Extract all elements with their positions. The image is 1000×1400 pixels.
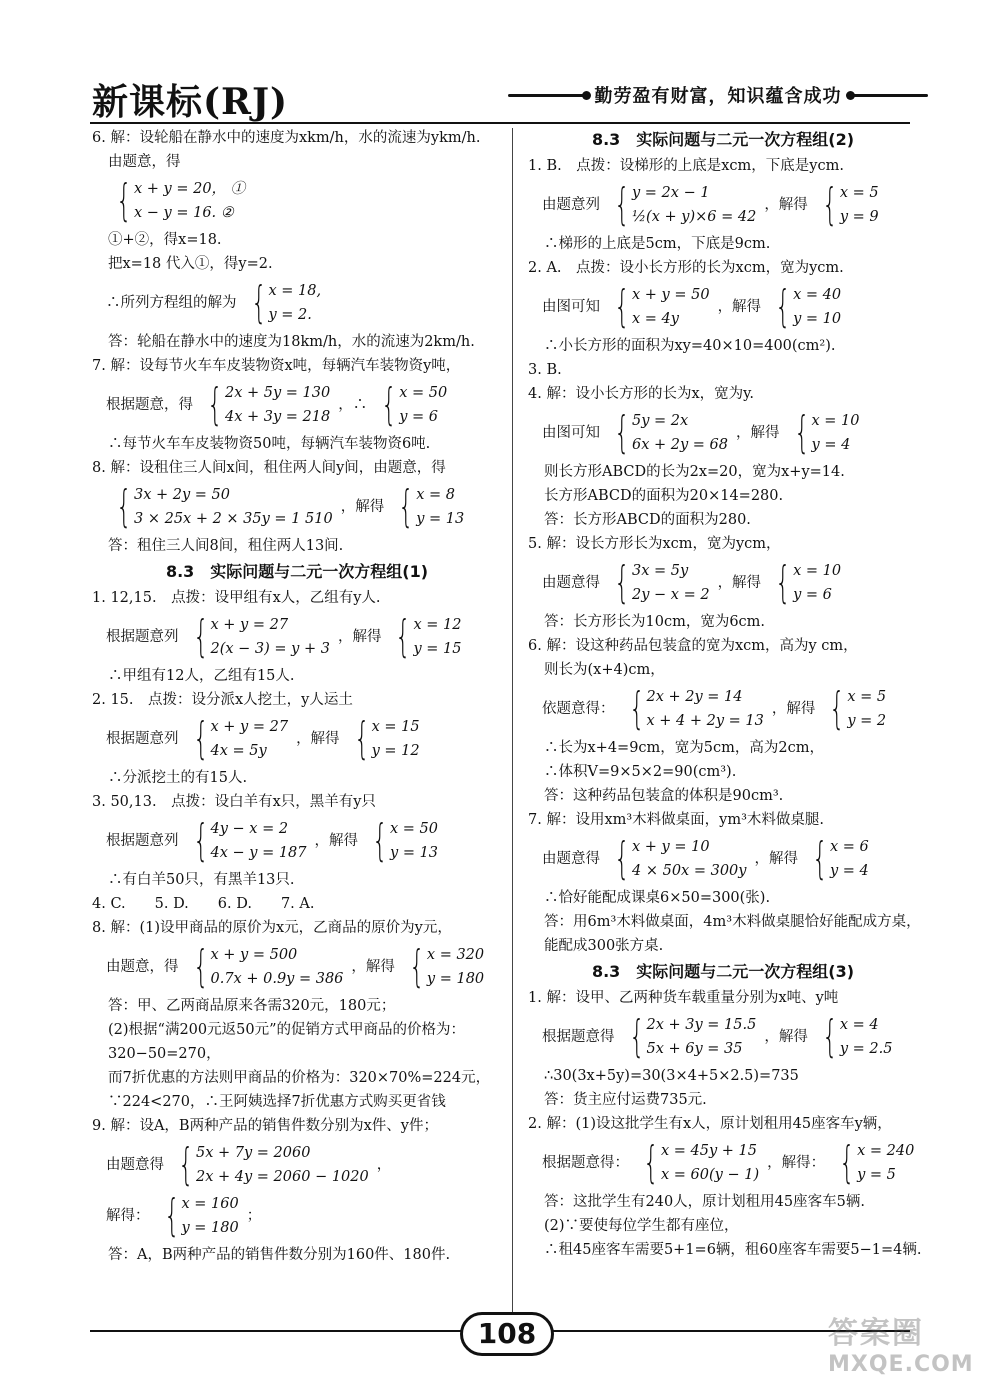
brand-title: 新课标(RJ) <box>92 81 289 123</box>
equation: x = 4y <box>632 311 679 327</box>
equation: y = 4 <box>811 437 851 453</box>
text-line: ∴小长方形的面积为xy=40×10=400(cm²). <box>544 338 836 354</box>
system: { x + y = 10 4 × 50x = 300y <box>614 833 747 884</box>
text-line: 8. 解：设租住三人间x间，租住两人间y间，由题意，得 <box>92 460 446 476</box>
equation: x = 40 <box>793 287 842 303</box>
equation: x = 10 <box>793 563 842 579</box>
text-line: ∴有白羊50只，有黑羊13只. <box>108 872 295 888</box>
equation: x = 160 <box>181 1196 239 1212</box>
equation: y = 15 <box>413 641 462 657</box>
system: { x = 40 y = 10 <box>775 281 842 332</box>
equation: x + y = 10 <box>632 839 710 855</box>
label: 由题意列 <box>542 197 600 213</box>
text-line: 答：轮船在静水中的速度为18km/h，水的流速为2km/h. <box>108 334 475 350</box>
equation: y = 6 <box>399 409 439 425</box>
system: { 5y = 2x 6x + 2y = 68 <box>614 407 729 458</box>
section-heading: 8.3 实际问题与二元一次方程组(1) <box>165 562 429 581</box>
system: { x = 50 y = 13 <box>372 815 439 866</box>
system: { x = 15 y = 12 <box>353 713 420 764</box>
connector: ； <box>246 1208 262 1224</box>
system: { x = 10 y = 4 <box>793 407 860 458</box>
page-number: 108 <box>460 1312 554 1356</box>
connector: ，解得 <box>717 299 762 315</box>
text-line: 能配成300张方桌. <box>544 938 664 954</box>
label: 由图可知 <box>542 299 600 315</box>
text-line: 8. 解：(1)设甲商品的原价为x元，乙商品的原价为y元， <box>92 920 452 936</box>
text-line: ①+②，得x=18. <box>108 232 222 248</box>
watermark-text: 答案圈 <box>828 1316 924 1351</box>
equation: 3x + 2y = 50 <box>134 487 231 503</box>
label: 由题意得 <box>542 851 600 867</box>
text-line: 答：甲、乙两商品原来各需320元，180元； <box>108 998 396 1014</box>
equation-system <box>542 181 918 229</box>
equation: y = 5 <box>857 1167 896 1183</box>
equation: 4x − y = 187 <box>210 845 307 861</box>
equation-system <box>106 943 502 991</box>
connector: ，解得 <box>764 197 808 213</box>
system: { x = 50 y = 6 <box>381 379 448 430</box>
connector: ，解得 <box>314 833 359 849</box>
system: { x = 6 y = 4 <box>812 833 869 884</box>
motto-right-bar <box>848 94 929 97</box>
system: { x + y = 27 4x = 5y <box>192 713 289 764</box>
system: { 5x + 7y = 2060 2x + 4y = 2060 − 1020 <box>178 1139 369 1190</box>
system: { x = 45y + 15 x = 60(y − 1) <box>643 1137 760 1188</box>
equation: x = 6 <box>829 839 869 855</box>
equation: x = 12 <box>413 617 462 633</box>
label: 由题意得 <box>542 575 600 591</box>
equation: x + y = 500 <box>210 947 298 963</box>
text-line: 答：货主应付运费735元. <box>544 1092 707 1108</box>
header-rule <box>90 122 910 124</box>
text-line: ∴梯形的上底是5cm，下底是9cm. <box>544 236 771 252</box>
connector: ，解得： <box>767 1155 826 1171</box>
text-line: 2. A. 点拨：设小长方形的长为xcm，宽为ycm. <box>528 260 844 276</box>
connector: ，∴ <box>338 397 368 413</box>
label: 由题意，得 <box>106 959 179 975</box>
left-column <box>92 126 502 1267</box>
connector: ，解得 <box>340 499 385 515</box>
text-line: 2. 15. 点拨：设分派x人挖土，y人运土 <box>92 692 353 708</box>
text-line: 答：这种药品包装盒的体积是90cm³. <box>544 788 784 804</box>
equation: y = 180 <box>426 971 485 987</box>
text-line: (2)∵要使每位学生都有座位， <box>544 1218 739 1234</box>
equation: 4y − x = 2 <box>210 821 289 837</box>
connector: ，解得 <box>736 425 780 441</box>
connector: ，解得 <box>337 629 382 645</box>
equation-system <box>542 1139 918 1187</box>
equation: x − y = 16. ② <box>134 205 234 221</box>
label: 依题意得： <box>542 701 615 717</box>
equation-system <box>106 817 502 865</box>
system: { 3x = 5y 2y − x = 2 <box>614 557 710 608</box>
equation: x = 50 <box>390 821 439 837</box>
text-line: 答：A，B两种产品的销售件数分别为160件、180件. <box>108 1247 451 1263</box>
system: { x + y = 27 2(x − 3) = y + 3 <box>192 611 330 662</box>
equation: ½(x + y)×6 = 42 <box>632 209 757 225</box>
equation: x + y = 27 <box>210 719 289 735</box>
text-line: 则长方形ABCD的长为2x=20，宽为x+y=14. <box>544 464 845 480</box>
equation: y = 180 <box>181 1220 239 1236</box>
equation: 2(x − 3) = y + 3 <box>210 641 330 657</box>
equation-system <box>106 483 502 531</box>
equation-system <box>542 409 918 457</box>
text-line: ∴恰好能配成课桌6×50=300(张). <box>544 890 771 906</box>
equation-system <box>542 685 918 733</box>
label: 根据题意，得 <box>106 397 193 413</box>
text-line: 由题意，得 <box>108 154 181 170</box>
equation-system <box>542 835 918 883</box>
system: { x + y = 50 x = 4y <box>614 281 710 332</box>
system: { x = 10 y = 6 <box>775 557 842 608</box>
column-divider <box>512 128 513 1318</box>
equation: 4x = 5y <box>210 743 267 759</box>
label: 根据题意列 <box>106 833 179 849</box>
equation: 2x + 3y = 15.5 <box>646 1017 757 1033</box>
system: { y = 2x − 1 ½(x + y)×6 = 42 <box>614 179 757 230</box>
equation-system <box>106 1141 502 1189</box>
label: 根据题意列 <box>106 731 179 747</box>
text-line: 9. 解：设A，B两种产品的销售件数分别为x件、y件； <box>92 1118 438 1134</box>
text-line: 4. 解：设小长方形的长为x，宽为y. <box>528 386 754 402</box>
equation: x = 5 <box>839 185 879 201</box>
equation: 2x + 2y = 14 <box>646 689 743 705</box>
motto <box>508 80 928 110</box>
equation: x = 18, <box>268 283 322 299</box>
system: { x = 5 y = 2 <box>829 683 887 734</box>
label: 根据题意得 <box>542 1029 615 1045</box>
equation: y = 13 <box>416 511 465 527</box>
equation: y = 2 <box>847 713 887 729</box>
system: { x = 18, y = 2. <box>250 277 322 328</box>
system: { x = 320 y = 180 <box>409 941 485 992</box>
equation: x + y = 50 <box>632 287 710 303</box>
equation-system <box>106 381 502 429</box>
text-line: 则长为(x+4)cm， <box>544 662 665 678</box>
equation: x = 50 <box>399 385 448 401</box>
equation: 6x + 2y = 68 <box>632 437 729 453</box>
equation-system <box>542 559 918 607</box>
system: { x = 240 y = 5 <box>839 1137 915 1188</box>
equation: x = 60(y − 1) <box>661 1167 760 1183</box>
equation: x = 15 <box>371 719 420 735</box>
equation: 4x + 3y = 218 <box>225 409 331 425</box>
text-line: 而7折优惠的方法则甲商品的价格为：320×70%=224元， <box>108 1070 491 1086</box>
system: { 4y − x = 2 4x − y = 187 <box>192 815 307 866</box>
connector: ，解得 <box>296 731 340 747</box>
motto-text: 勤劳盈有财富，知识蕴含成功 <box>594 86 842 107</box>
connector: ，解得 <box>764 1029 808 1045</box>
text-line: 1. 12,15. 点拨：设甲组有x人，乙组有y人. <box>92 590 381 606</box>
text-line: ∵224<270，∴王阿姨选择7折优惠方式购买更省钱 <box>108 1094 446 1110</box>
section-heading: 8.3 实际问题与二元一次方程组(3) <box>591 962 855 981</box>
equation: y = 2x − 1 <box>632 185 710 201</box>
equation: 2x + 4y = 2060 − 1020 <box>196 1169 369 1185</box>
connector: ，解得 <box>754 851 798 867</box>
system: { x = 5 y = 9 <box>822 179 879 230</box>
system: { 2x + 5y = 130 4x + 3y = 218 <box>207 379 331 430</box>
text-line: 1. B. 点拨：设梯形的上底是xcm，下底是ycm. <box>528 158 844 174</box>
text-line: ∴体积V=9×5×2=90(cm³). <box>544 764 737 780</box>
system: { x = 8 y = 13 <box>398 481 465 532</box>
text-line: 6. 解：设这种药品包装盒的宽为xcm，高为y cm， <box>528 638 858 654</box>
equation: 5y = 2x <box>632 413 689 429</box>
text-line: (2)根据“满200元返50元”的促销方式甲商品的价格为： <box>108 1022 465 1038</box>
text-line: 答：用6m³木料做桌面，4m³木料做桌腿恰好能配成方桌， <box>544 914 921 930</box>
page-header <box>0 60 1000 123</box>
text-line: 6. 解：设轮船在静水中的速度为xkm/h，水的流速为ykm/h. <box>92 130 481 146</box>
equation-system <box>106 177 502 225</box>
text-line: 5. 解：设长方形长为xcm，宽为ycm， <box>528 536 781 552</box>
label: 根据题意得： <box>542 1155 629 1171</box>
equation: x = 320 <box>426 947 485 963</box>
equation: y = 4 <box>829 863 869 879</box>
label: 解得： <box>106 1208 150 1224</box>
motto-left-bar <box>508 94 589 97</box>
connector: ， <box>376 1157 392 1173</box>
watermark-url: MXQE.COM <box>828 1352 974 1377</box>
text-line: 7. 解：设每节火车车皮装物资x吨，每辆汽车装物资y吨， <box>92 358 461 374</box>
text-line: 320−50=270， <box>108 1046 221 1062</box>
system: { x + y = 20， ① x − y = 16. ② <box>116 175 246 226</box>
equation-system <box>542 1013 918 1061</box>
equation: 5x + 6y = 35 <box>646 1041 743 1057</box>
label: ∴所列方程组的解为 <box>106 295 237 311</box>
system: { x = 12 y = 15 <box>395 611 462 662</box>
equation: y = 10 <box>793 311 842 327</box>
text-line: 答：长方形长为10cm，宽为6cm. <box>544 614 766 630</box>
equation: y = 2. <box>268 307 312 323</box>
system: { 3x + 2y = 50 3 × 25x + 2 × 35y = 1 510 <box>116 481 333 532</box>
text-line: 3. 50,13. 点拨：设白羊有x只，黑羊有y只 <box>92 794 376 810</box>
equation-system <box>106 1192 502 1240</box>
text-line: 答：这批学生有240人，原计划租用45座客车5辆. <box>544 1194 865 1210</box>
text-line: ∴租45座客车需要5+1=6辆，租60座客车需要5−1=4辆. <box>544 1242 922 1258</box>
section-heading: 8.3 实际问题与二元一次方程组(2) <box>591 130 855 149</box>
equation: 4 × 50x = 300y <box>632 863 747 879</box>
text-line: ∴甲组有12人，乙组有15人. <box>108 668 295 684</box>
text-line: 2. 解：(1)设这批学生有x人，原计划租用45座客车y辆， <box>528 1116 892 1132</box>
connector: ，解得 <box>351 959 395 975</box>
equation: x = 10 <box>811 413 860 429</box>
equation: y = 9 <box>839 209 879 225</box>
connector: ，解得 <box>717 575 762 591</box>
label: 由图可知 <box>542 425 600 441</box>
equation: x + y = 27 <box>210 617 289 633</box>
equation: y = 12 <box>371 743 420 759</box>
equation: x = 240 <box>857 1143 915 1159</box>
equation: x + 4 + 2y = 13 <box>646 713 764 729</box>
text-line: 4. C. 5. D. 6. D. 7. A. <box>92 896 315 912</box>
label: 由题意得 <box>106 1157 164 1173</box>
equation: x = 45y + 15 <box>661 1143 758 1159</box>
equation: 0.7x + 0.9y = 386 <box>210 971 344 987</box>
equation: x = 4 <box>839 1017 879 1033</box>
text-line: ∴每节火车车皮装物资50吨，每辆汽车装物资6吨. <box>108 436 431 452</box>
text-line: ∴分派挖土的有15人. <box>108 770 248 786</box>
system: { x = 160 y = 180 <box>163 1190 239 1241</box>
equation: y = 13 <box>390 845 439 861</box>
equation: y = 2.5 <box>839 1041 893 1057</box>
equation: 2x + 5y = 130 <box>225 385 331 401</box>
equation: 3x = 5y <box>632 563 689 579</box>
watermark-logo <box>828 1308 978 1388</box>
text-line: ∴30(3x+5y)=30(3×4+5×2.5)=735 <box>544 1068 799 1084</box>
equation-system <box>542 283 918 331</box>
equation-system <box>106 715 502 763</box>
right-column <box>528 126 922 1262</box>
text-line: 长方形ABCD的面积为20×14=280. <box>544 488 784 504</box>
equation: 5x + 7y = 2060 <box>196 1145 311 1161</box>
equation: x = 5 <box>847 689 887 705</box>
text-line: 7. 解：设用xm³木料做桌面，ym³木料做桌腿. <box>528 812 825 828</box>
equation: 2y − x = 2 <box>632 587 710 603</box>
equation: x = 8 <box>416 487 455 503</box>
text-line: 答：长方形ABCD的面积为280. <box>544 512 751 528</box>
equation-system <box>106 613 502 661</box>
equation: x + y = 20， ① <box>134 181 246 197</box>
system: { 2x + 2y = 14 x + 4 + 2y = 13 <box>628 683 764 734</box>
equation: y = 6 <box>793 587 832 603</box>
equation-system <box>106 279 502 327</box>
text-line: 把x=18 代入①，得y=2. <box>108 256 273 272</box>
system: { 2x + 3y = 15.5 5x + 6y = 35 <box>628 1011 757 1062</box>
text-line: 3. B. <box>528 362 562 378</box>
system: { x = 4 y = 2.5 <box>822 1011 893 1062</box>
text-line: 1. 解：设甲、乙两种货车载重量分别为x吨、y吨 <box>528 990 839 1006</box>
text-line: ∴长为x+4=9cm，宽为5cm，高为2cm， <box>544 740 824 756</box>
system: { x + y = 500 0.7x + 0.9y = 386 <box>192 941 344 992</box>
label: 根据题意列 <box>106 629 179 645</box>
text-line: 答：租住三人间8间，租住两人13间. <box>108 538 344 554</box>
equation: 3 × 25x + 2 × 35y = 1 510 <box>134 511 333 527</box>
connector: ，解得 <box>771 701 816 717</box>
